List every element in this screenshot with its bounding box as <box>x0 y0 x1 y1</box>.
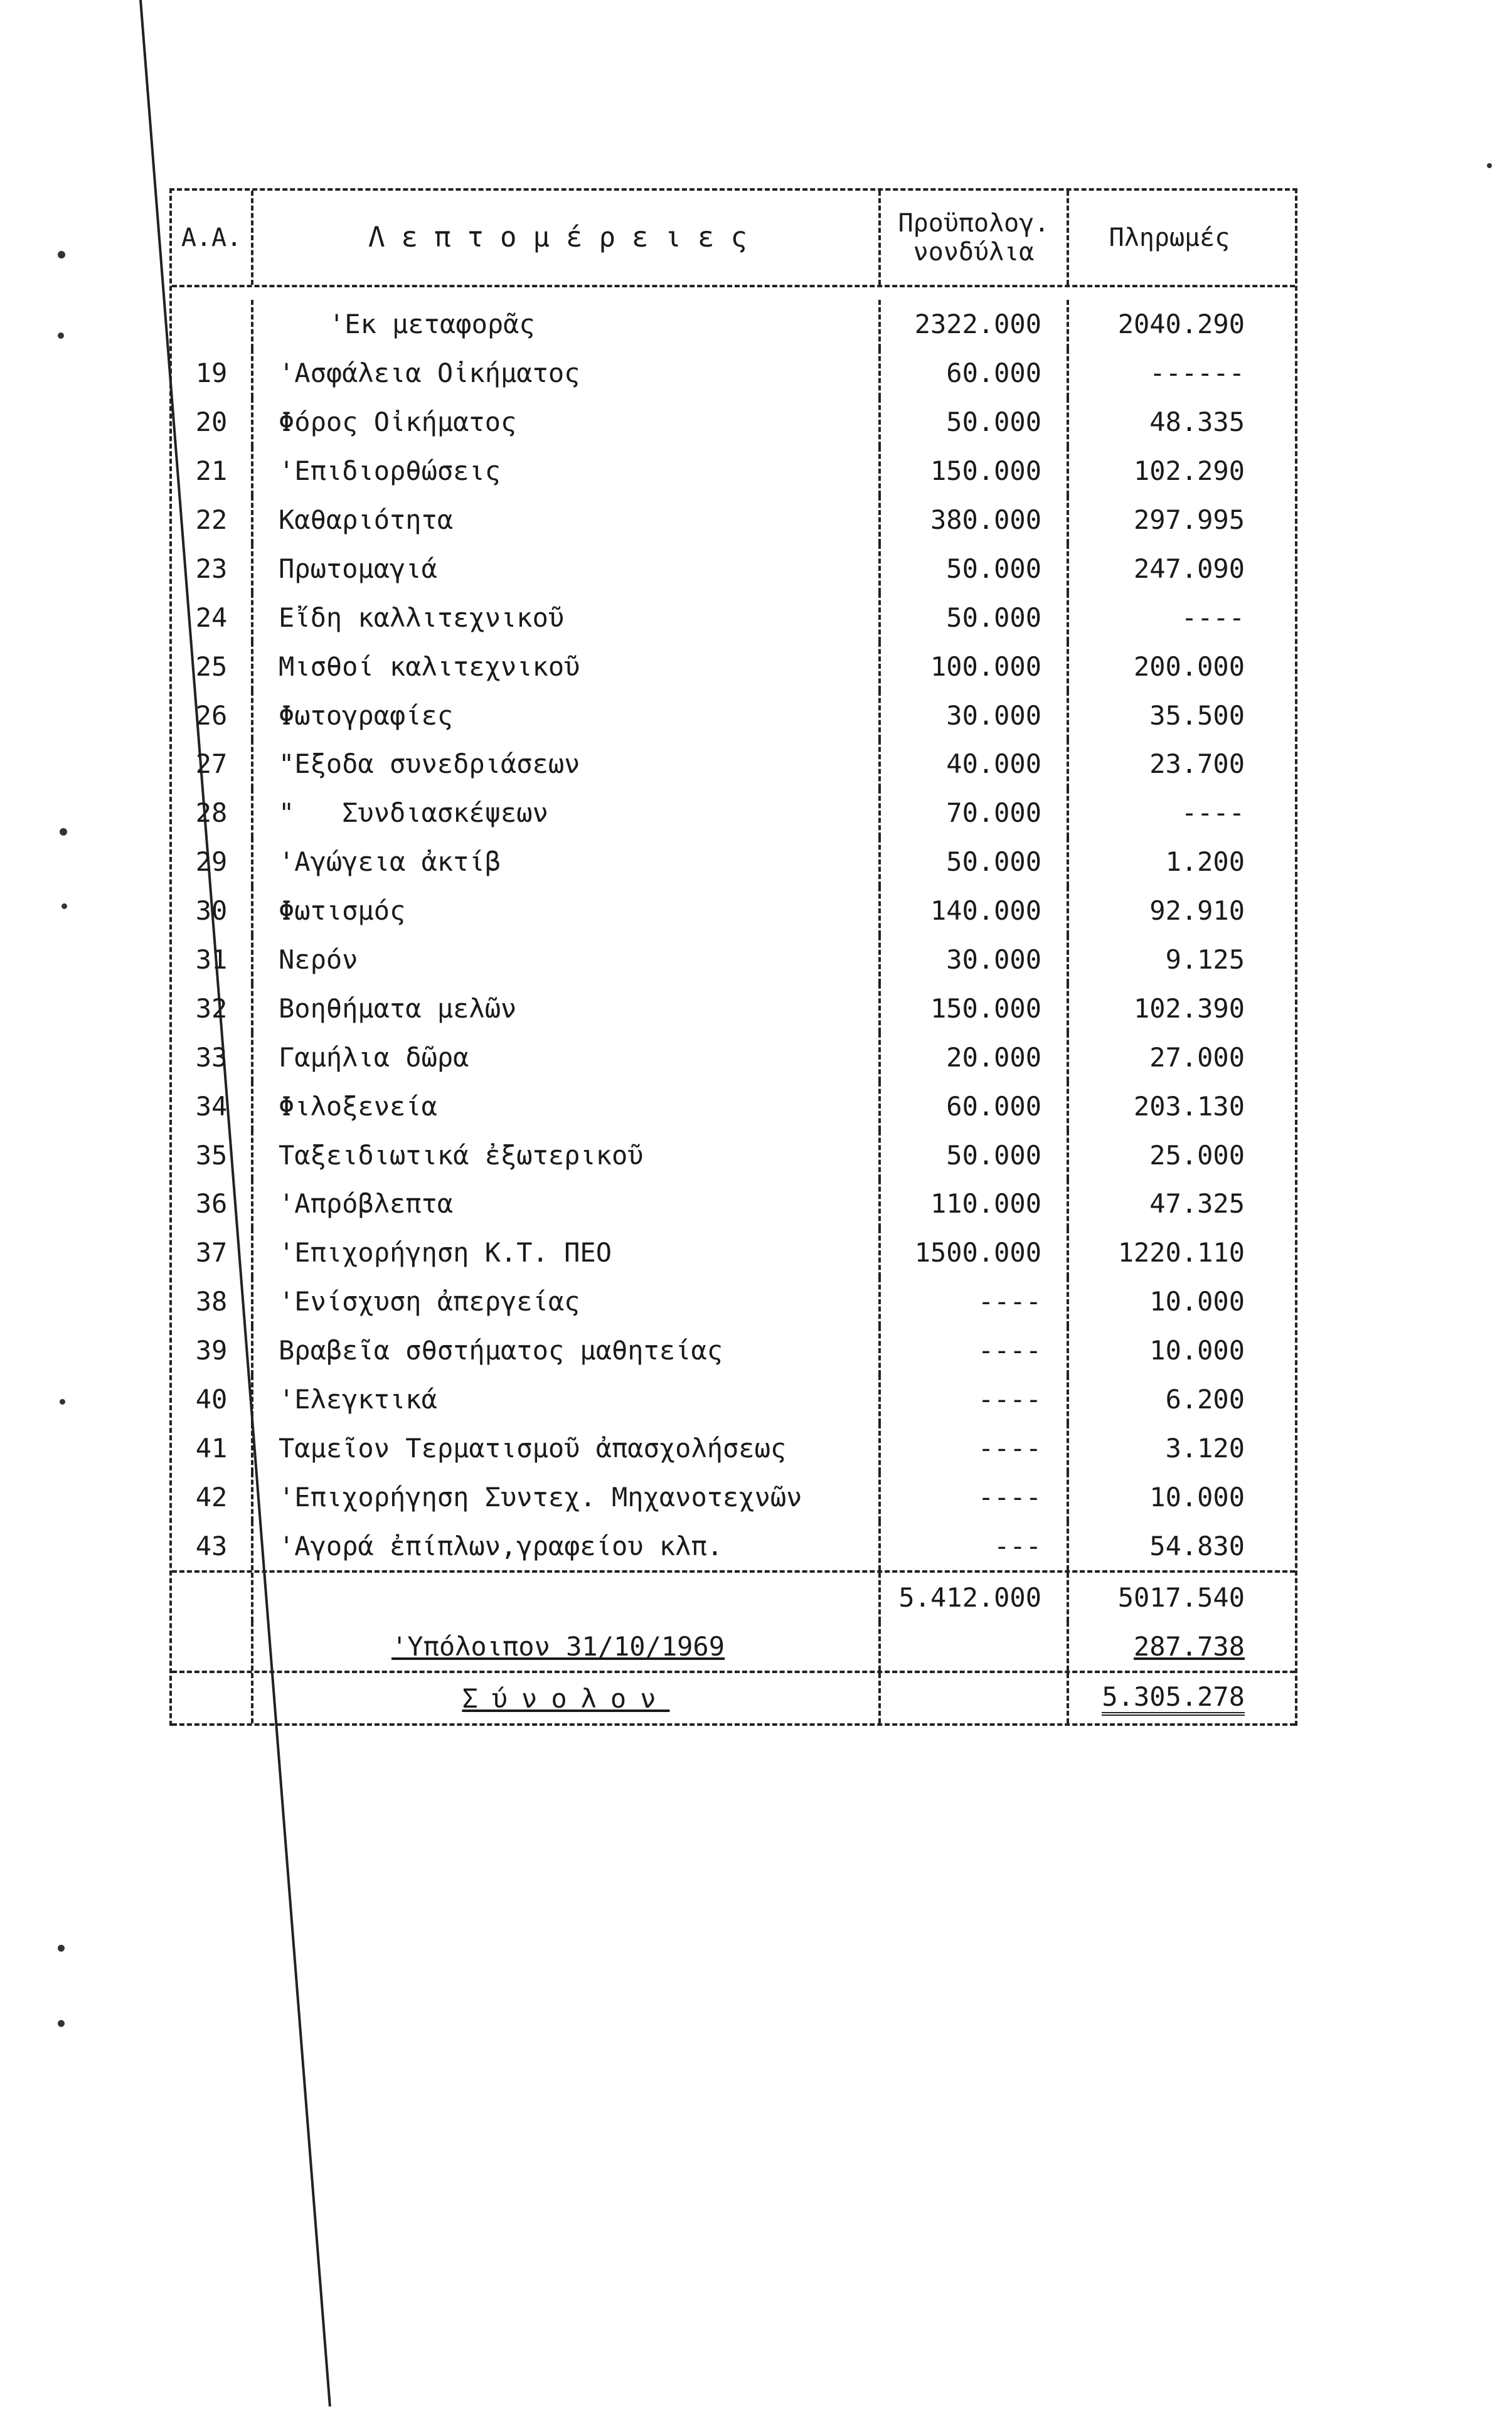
grand-total-value: 5.305.278 <box>1102 1681 1245 1716</box>
row-description: 'Εκ μεταφορᾶς <box>253 300 881 349</box>
subtotal-desc-cell <box>253 1573 881 1622</box>
balance-budget-cell <box>881 1622 1069 1671</box>
row-description: Μισθοί καλιτεχνικοῦ <box>253 642 881 691</box>
row-description: Φόρος Οἰκήματος <box>253 398 881 447</box>
table-row <box>172 886 1295 935</box>
row-aa: 41 <box>172 1423 253 1472</box>
row-description: 'Ενίσχυση ἀπεργείας <box>253 1277 881 1326</box>
row-budget: ---- <box>881 1472 1069 1521</box>
table-row <box>172 1375 1295 1424</box>
balance-row <box>172 1622 1295 1671</box>
row-paid: 2040.290 <box>1117 309 1245 340</box>
row-aa: 38 <box>172 1277 253 1326</box>
row-budget: 50.000 <box>881 593 1069 642</box>
header-budgeted: Προϋπολογ. νονδύλια <box>881 191 1069 285</box>
row-description: 'Επιδιορθώσεις <box>253 447 881 496</box>
row-aa: 26 <box>172 691 253 740</box>
row-paid: 203.130 <box>1133 1090 1245 1122</box>
row-paid: 297.995 <box>1133 504 1245 535</box>
row-aa: 23 <box>172 544 253 593</box>
row-budget: 50.000 <box>881 544 1069 593</box>
row-aa: 31 <box>172 935 253 984</box>
table-row <box>172 837 1295 886</box>
row-description: 'Επιχορήγηση Συντεχ. Μηχανοτεχνῶν <box>253 1472 881 1521</box>
row-paid: 1220.110 <box>1117 1237 1245 1268</box>
row-description: 'Ελεγκτικά <box>253 1375 881 1424</box>
table-row <box>172 496 1295 545</box>
table-row <box>172 1472 1295 1521</box>
row-budget: ---- <box>881 1326 1069 1375</box>
table-row <box>172 1326 1295 1375</box>
row-description: "Εξοδα συνεδριάσεων <box>253 740 881 789</box>
scan-speck <box>61 903 67 909</box>
row-budget: 1500.000 <box>881 1228 1069 1277</box>
balance-value: 287.738 <box>1133 1630 1245 1662</box>
table-row <box>172 691 1295 740</box>
row-aa: 30 <box>172 886 253 935</box>
row-paid: 6.200 <box>1165 1384 1245 1415</box>
row-paid: 102.390 <box>1133 992 1245 1024</box>
row-budget: 50.000 <box>881 398 1069 447</box>
row-paid: 10.000 <box>1149 1335 1245 1366</box>
table-row <box>172 1082 1295 1130</box>
row-paid: 27.000 <box>1149 1041 1245 1073</box>
row-paid: 9.125 <box>1165 944 1245 976</box>
row-paid: 92.910 <box>1149 895 1245 927</box>
table-row <box>172 1130 1295 1179</box>
row-aa: 36 <box>172 1179 253 1228</box>
row-paid: ---- <box>1181 797 1245 829</box>
row-budget: --- <box>881 1521 1069 1570</box>
row-description: Πρωτομαγιά <box>253 544 881 593</box>
row-paid: 1.200 <box>1165 846 1245 878</box>
row-budget: 30.000 <box>881 691 1069 740</box>
scan-speck <box>58 332 64 339</box>
row-description: " Συνδιασκέψεων <box>253 789 881 837</box>
table-row <box>172 447 1295 496</box>
row-aa: 32 <box>172 984 253 1033</box>
scan-speck <box>58 251 65 258</box>
row-aa: 20 <box>172 398 253 447</box>
row-paid: ---- <box>1181 602 1245 633</box>
row-aa: 40 <box>172 1375 253 1424</box>
row-aa: 37 <box>172 1228 253 1277</box>
row-budget: 110.000 <box>881 1179 1069 1228</box>
table-row <box>172 287 1295 349</box>
table-header <box>172 191 1295 287</box>
row-budget: 30.000 <box>881 935 1069 984</box>
table-row <box>172 1277 1295 1326</box>
grand-total-label-cell <box>253 1673 881 1723</box>
row-aa: 33 <box>172 1033 253 1082</box>
header-description: Λεπτομέρειες <box>253 191 881 285</box>
row-description: 'Επιχορήγηση Κ.Τ. ΠΕΟ <box>253 1228 881 1277</box>
row-paid: 35.500 <box>1149 699 1245 731</box>
row-budget: 150.000 <box>881 447 1069 496</box>
scan-speck <box>58 2020 65 2027</box>
scan-speck <box>60 1399 65 1405</box>
row-description: 'Απρόβλεπτα <box>253 1179 881 1228</box>
row-aa: 43 <box>172 1521 253 1570</box>
row-budget: 20.000 <box>881 1033 1069 1082</box>
balance-aa-cell <box>172 1622 253 1671</box>
row-description: Ταξειδιωτικά ἐξωτερικοῦ <box>253 1130 881 1179</box>
row-paid: 102.290 <box>1133 455 1245 487</box>
table-row <box>172 398 1295 447</box>
row-aa: 35 <box>172 1130 253 1179</box>
row-description: 'Αγώγεια ἀκτίβ <box>253 837 881 886</box>
table-row <box>172 1179 1295 1228</box>
table-row <box>172 740 1295 789</box>
row-aa: 22 <box>172 496 253 545</box>
row-paid: 247.090 <box>1133 553 1245 584</box>
budget-total: 5.412.000 <box>881 1573 1069 1622</box>
ledger-table <box>169 188 1297 1726</box>
row-description: Εἴδη καλλιτεχνικοῦ <box>253 593 881 642</box>
grand-total-aa-cell <box>172 1673 253 1723</box>
grand-total-budget-cell <box>881 1673 1069 1723</box>
row-budget: 70.000 <box>881 789 1069 837</box>
row-paid: 3.120 <box>1165 1432 1245 1464</box>
row-description: 'Ασφάλεια Οἰκήματος <box>253 349 881 398</box>
row-description: Νερόν <box>253 935 881 984</box>
row-aa: 25 <box>172 642 253 691</box>
row-description: Βοηθήματα μελῶν <box>253 984 881 1033</box>
scan-speck <box>60 828 67 836</box>
row-description: Φωτισμός <box>253 886 881 935</box>
table-row <box>172 789 1295 837</box>
table-row <box>172 349 1295 398</box>
scan-speck <box>58 1945 65 1952</box>
row-budget: 50.000 <box>881 1130 1069 1179</box>
row-aa: 28 <box>172 789 253 837</box>
scan-speck <box>1487 163 1492 168</box>
row-aa: 39 <box>172 1326 253 1375</box>
grand-total-label: Σύνολον <box>462 1683 670 1714</box>
row-budget: 60.000 <box>881 349 1069 398</box>
row-description: Ταμεῖον Τερματισμοῦ ἀπασχολήσεως <box>253 1423 881 1472</box>
row-budget: ---- <box>881 1423 1069 1472</box>
row-budget: 100.000 <box>881 642 1069 691</box>
row-budget: 140.000 <box>881 886 1069 935</box>
row-budget: ---- <box>881 1277 1069 1326</box>
row-budget: ---- <box>881 1375 1069 1424</box>
row-budget: 150.000 <box>881 984 1069 1033</box>
subtotal-row <box>172 1570 1295 1622</box>
row-aa: 21 <box>172 447 253 496</box>
row-paid: 25.000 <box>1149 1139 1245 1171</box>
paid-total: 5017.540 <box>1117 1582 1245 1613</box>
row-paid: 54.830 <box>1149 1530 1245 1561</box>
table-row <box>172 642 1295 691</box>
row-description: Βραβεῖα σθστήματος μαθητείας <box>253 1326 881 1375</box>
table-row <box>172 984 1295 1033</box>
row-paid: 47.325 <box>1149 1188 1245 1220</box>
row-description: Γαμήλια δῶρα <box>253 1033 881 1082</box>
row-aa <box>172 300 253 349</box>
grand-total-row <box>172 1671 1295 1726</box>
header-aa: A.A. <box>172 191 253 285</box>
row-paid: 48.335 <box>1149 407 1245 438</box>
row-paid: 10.000 <box>1149 1481 1245 1513</box>
row-aa: 19 <box>172 349 253 398</box>
grand-total-value-cell <box>1069 1673 1270 1723</box>
table-row <box>172 935 1295 984</box>
row-budget: 60.000 <box>881 1082 1069 1130</box>
balance-label: 'Υπόλοιπον 31/10/1969 <box>253 1622 881 1671</box>
row-aa: 42 <box>172 1472 253 1521</box>
row-budget: 40.000 <box>881 740 1069 789</box>
row-paid: 10.000 <box>1149 1286 1245 1317</box>
header-payments: Πληρωμές <box>1109 223 1230 252</box>
row-paid: 23.700 <box>1149 748 1245 780</box>
table-row <box>172 1423 1295 1472</box>
row-aa: 27 <box>172 740 253 789</box>
row-budget: 2322.000 <box>881 300 1069 349</box>
table-row <box>172 1033 1295 1082</box>
table-row <box>172 1228 1295 1277</box>
row-aa: 34 <box>172 1082 253 1130</box>
row-budget: 380.000 <box>881 496 1069 545</box>
row-description: Φιλοξενεία <box>253 1082 881 1130</box>
row-paid: 200.000 <box>1133 651 1245 682</box>
table-row <box>172 593 1295 642</box>
row-paid: ------ <box>1149 358 1245 389</box>
table-row <box>172 1521 1295 1570</box>
table-row <box>172 544 1295 593</box>
row-aa: 29 <box>172 837 253 886</box>
row-aa: 24 <box>172 593 253 642</box>
row-description: 'Αγορά ἐπίπλων,γραφείου κλπ. <box>253 1521 881 1570</box>
row-description: Φωτογραφίες <box>253 691 881 740</box>
subtotal-aa-cell <box>172 1573 253 1622</box>
row-description: Καθαριότητα <box>253 496 881 545</box>
row-budget: 50.000 <box>881 837 1069 886</box>
